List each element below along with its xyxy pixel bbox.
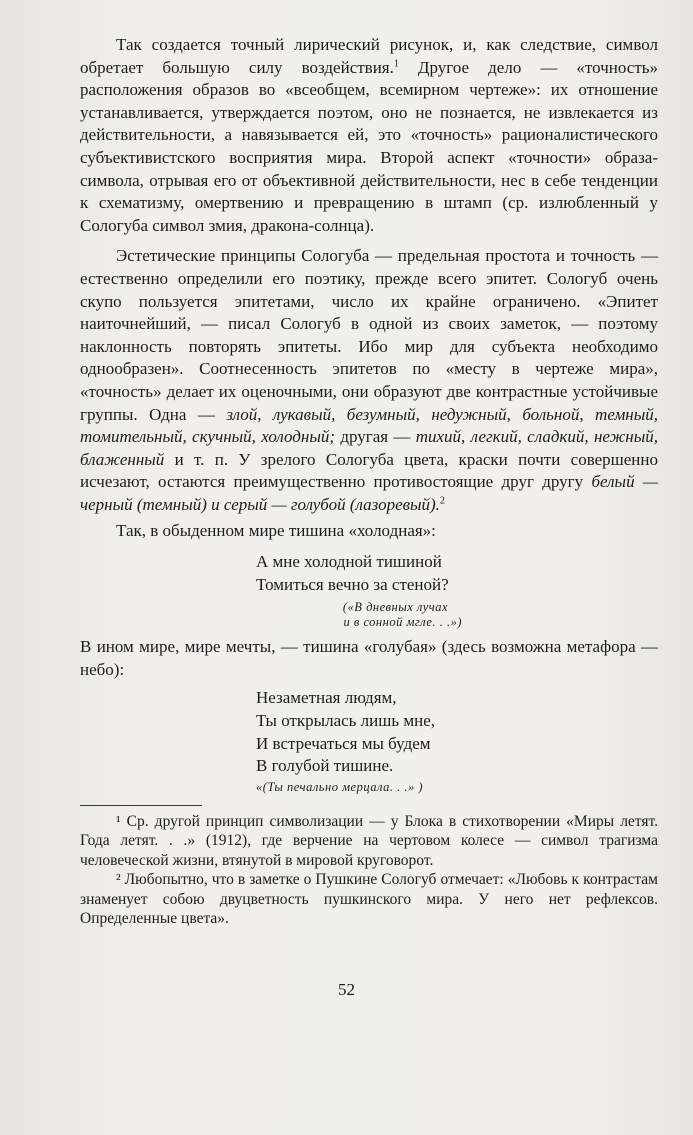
paragraph-1-text: Так создается точный лирический рисунок, и, как следствие, символ обретает большую силу воздействия.: [80, 35, 658, 77]
epithets-group-2: тихий, легкий, сладкий, нежный, блаженный: [80, 427, 659, 469]
verse-quote-1: [256, 551, 658, 596]
verse-line: В голубой тишине.: [256, 756, 394, 776]
verse-line: Ты открылась лишь мне,: [256, 711, 435, 731]
footnote-1: ¹ Ср. другой принцип символизации — у Блока в стихотворении «Миры летят. Года летят. . .» (1912), где верчение на чертовом колесе — символ трагизма человеческой жизни, втянутой в мировой круговорот.: [80, 812, 658, 869]
verse-quote-2: [256, 687, 658, 777]
paragraph-2: [80, 245, 658, 516]
citation-line: и в сонной мгле. . .»): [343, 615, 462, 630]
epithets-group-1: злой, лукавый, безумный, недужный, больной, темный, томительный, скучный, холодный;: [80, 404, 658, 447]
main-text: [80, 34, 658, 929]
footnote-2: ² Любопытно, что в заметке о Пушкине Сологуб отмечает: «Любовь к контрастам знаменует собою двуцветность пушкинского мира. У него нет рефлексов. Определенные цвета».: [80, 871, 658, 928]
color-pairs: белый — черный (темный) и серый — голубой (лазоревый).: [80, 472, 658, 514]
verse-line: Томиться вечно за стеной?: [256, 574, 449, 594]
paragraph-1: [80, 34, 658, 237]
paragraph-3: Так, в обыденном мире тишина «холодная»:: [116, 521, 436, 541]
verse-line: Незаметная людям,: [256, 688, 397, 708]
paragraph-2-text-c: и т. п. У зрелого Сологуба цвета, краски почти совершенно исчезают, остаются преимущественно противостоящие друг другу: [80, 449, 658, 492]
verse-line: И встречаться мы будем: [256, 733, 431, 753]
verse-citation-2: «(Ты печально мерцала. . .» ): [256, 779, 424, 794]
footnotes: [80, 812, 658, 929]
footnote-ref-2: 2: [439, 495, 445, 507]
page-number: 52: [338, 980, 355, 999]
paragraph-4: В ином мире, мире мечты, — тишина «голубая» (здесь возможна метафора — небо):: [80, 637, 658, 679]
citation-line: («В дневных лучах: [342, 600, 448, 615]
paragraph-2-text-b: другая —: [335, 427, 416, 447]
footnote-divider: [80, 805, 202, 806]
paragraph-2-text-a: Эстетические принципы Сологуба — предельная простота и точность — естественно определили его поэтику, прежде всего эпитет. Сологуб очень скупо пользуется эпитетами, число их крайне ограничено. «Эпитет наиточнейший, — писал Сологуб в одной из своих заметок, — поэтому наклонность повторять эпитеты. Ибо мир для субъекта необходимо однообразен». Соотнесенность эпитетов по «месту в чертеже мира», «точность» делает их оценочными, они образуют две контрастные устойчивые группы. Одна —: [80, 246, 658, 424]
footnote-ref-1: 1: [393, 57, 399, 69]
verse-citation-1: [80, 600, 462, 630]
paragraph-1-rest: Другое дело — «точность» расположения образов во «всеобщем, всемирном чертеже»: их отношение устанавливается, утверждается поэтом, оно не познается, не извлекается из действительности, а навязывается ей, это «точность» рационалистического субъективистского восприятия мира. Второй аспект «точности» образа-символа, отрывая его от объективной действительности, нес в себе тенденции к схематизму, омертвению и превращению в штамп (ср. излюбленный у Сологуба символ змия, дракона-солнца).: [80, 57, 658, 235]
verse-line: А мне холодной тишиной: [256, 552, 442, 572]
